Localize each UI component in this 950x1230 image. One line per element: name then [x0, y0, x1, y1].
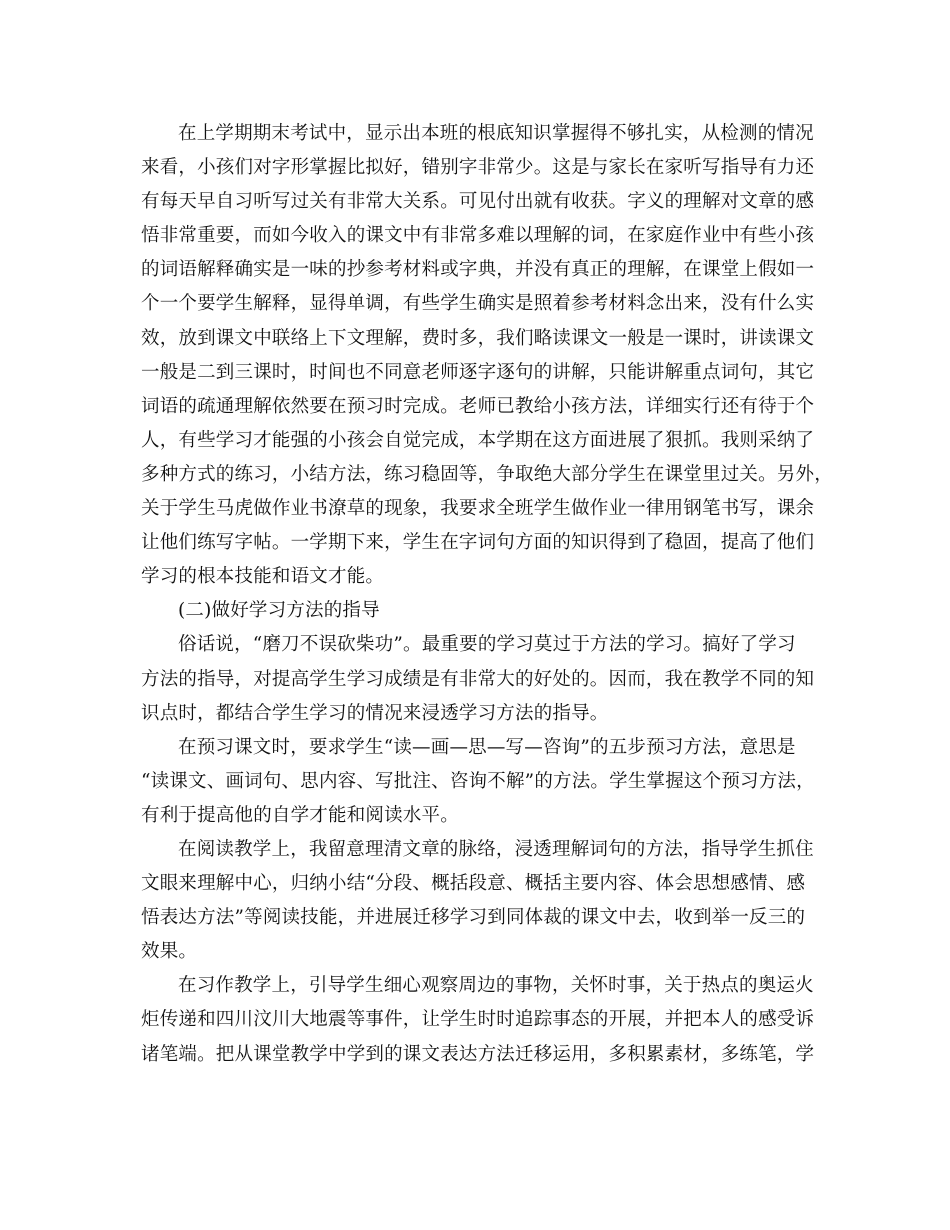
- text-line: 炬传递和四川汶川大地震等事件，让学生时时追踪事态的开展，并把本人的感受诉: [141, 1009, 815, 1031]
- text-line: 在预习课文时，要求学生“读—画—思—写—咨询”的五步预习方法，意思是: [178, 736, 796, 758]
- text-line: 文眼来理解中心，归纳小结“分段、概括段意、概括主要内容、体会思想感情、感: [141, 873, 806, 895]
- text-line: 关于学生马虎做作业书潦草的现象，我要求全班学生做作业一律用钢笔书写，课余: [141, 498, 815, 520]
- text-line: “读课文、画词句、思内容、写批注、咨询不解”的方法。学生掌握这个预习方法，: [141, 770, 815, 792]
- text-line: 个一个要学生解释，显得单调，有些学生确实是照着参考材料念出来，没有什么实: [141, 293, 815, 315]
- text-line: 识点时，都结合学生学习的情况来浸透学习方法的指导。: [141, 702, 609, 724]
- text-line: 一般是二到三课时，时间也不同意老师逐字逐句的讲解，只能讲解重点词句，其它: [141, 361, 815, 383]
- text-line: 来看，小孩们对字形掌握比拟好，错别字非常少。这是与家长在家听写指导有力还: [141, 157, 815, 179]
- text-line: 有每天早自习听写过关有非常大关系。可见付出就有收获。字义的理解对文章的感: [141, 191, 815, 213]
- text-line: 多种方式的练习，小结方法，练习稳固等，争取绝大部分学生在课堂里过关。另外，: [141, 463, 833, 485]
- text-line: 俗话说，“磨刀不误砍柴功”。最重要的学习莫过于方法的学习。搞好了学习: [178, 634, 796, 656]
- text-line: 学习的根本技能和语文才能。: [141, 566, 385, 588]
- text-line: 的词语解释确实是一味的抄参考材料或字典，并没有真正的理解，在课堂上假如一: [141, 259, 815, 281]
- text-line: 在阅读教学上，我留意理清文章的脉络，浸透理解词句的方法，指导学生抓住: [178, 838, 814, 860]
- text-line: 悟非常重要，而如今收入的课文中有非常多难以理解的词，在家庭作业中有些小孩: [141, 225, 815, 247]
- text-line: 诸笔端。把从课堂教学中学到的课文表达方法迁移运用，多积累素材，多练笔，学: [141, 1043, 815, 1065]
- text-line: 词语的疏通理解依然要在预习时完成。老师已教给小孩方法，详细实行还有待于个: [141, 395, 815, 417]
- text-line: 在上学期期末考试中，显示出本班的根底知识掌握得不够扎实，从检测的情况: [178, 123, 814, 144]
- text-line: 让他们练写字帖。一学期下来，学生在字词句方面的知识得到了稳固，提高了他们: [141, 532, 815, 554]
- text-line: 效，放到课文中联络上下文理解，费时多，我们略读课文一般是一课时，讲读课文: [141, 327, 815, 349]
- text-line: 在习作教学上，引导学生细心观察周边的事物，关怀时事，关于热点的奥运火: [178, 975, 814, 997]
- text-line: 效果。: [141, 941, 198, 963]
- text-line: (二)做好学习方法的指导: [178, 600, 380, 622]
- body-text: [141, 117, 833, 1072]
- text-line: 人，有些学习才能强的小孩会自觉完成，本学期在这方面进展了狠抓。我则采纳了: [141, 429, 815, 451]
- text-line: 悟表达方法”等阅读技能，并进展迁移学习到同体裁的课文中去，收到举一反三的: [141, 907, 806, 929]
- text-line: 有利于提高他的自学才能和阅读水平。: [141, 804, 459, 826]
- text-line: 方法的指导，对提高学生学习成绩是有非常大的好处的。因而，我在教学不同的知: [141, 668, 815, 690]
